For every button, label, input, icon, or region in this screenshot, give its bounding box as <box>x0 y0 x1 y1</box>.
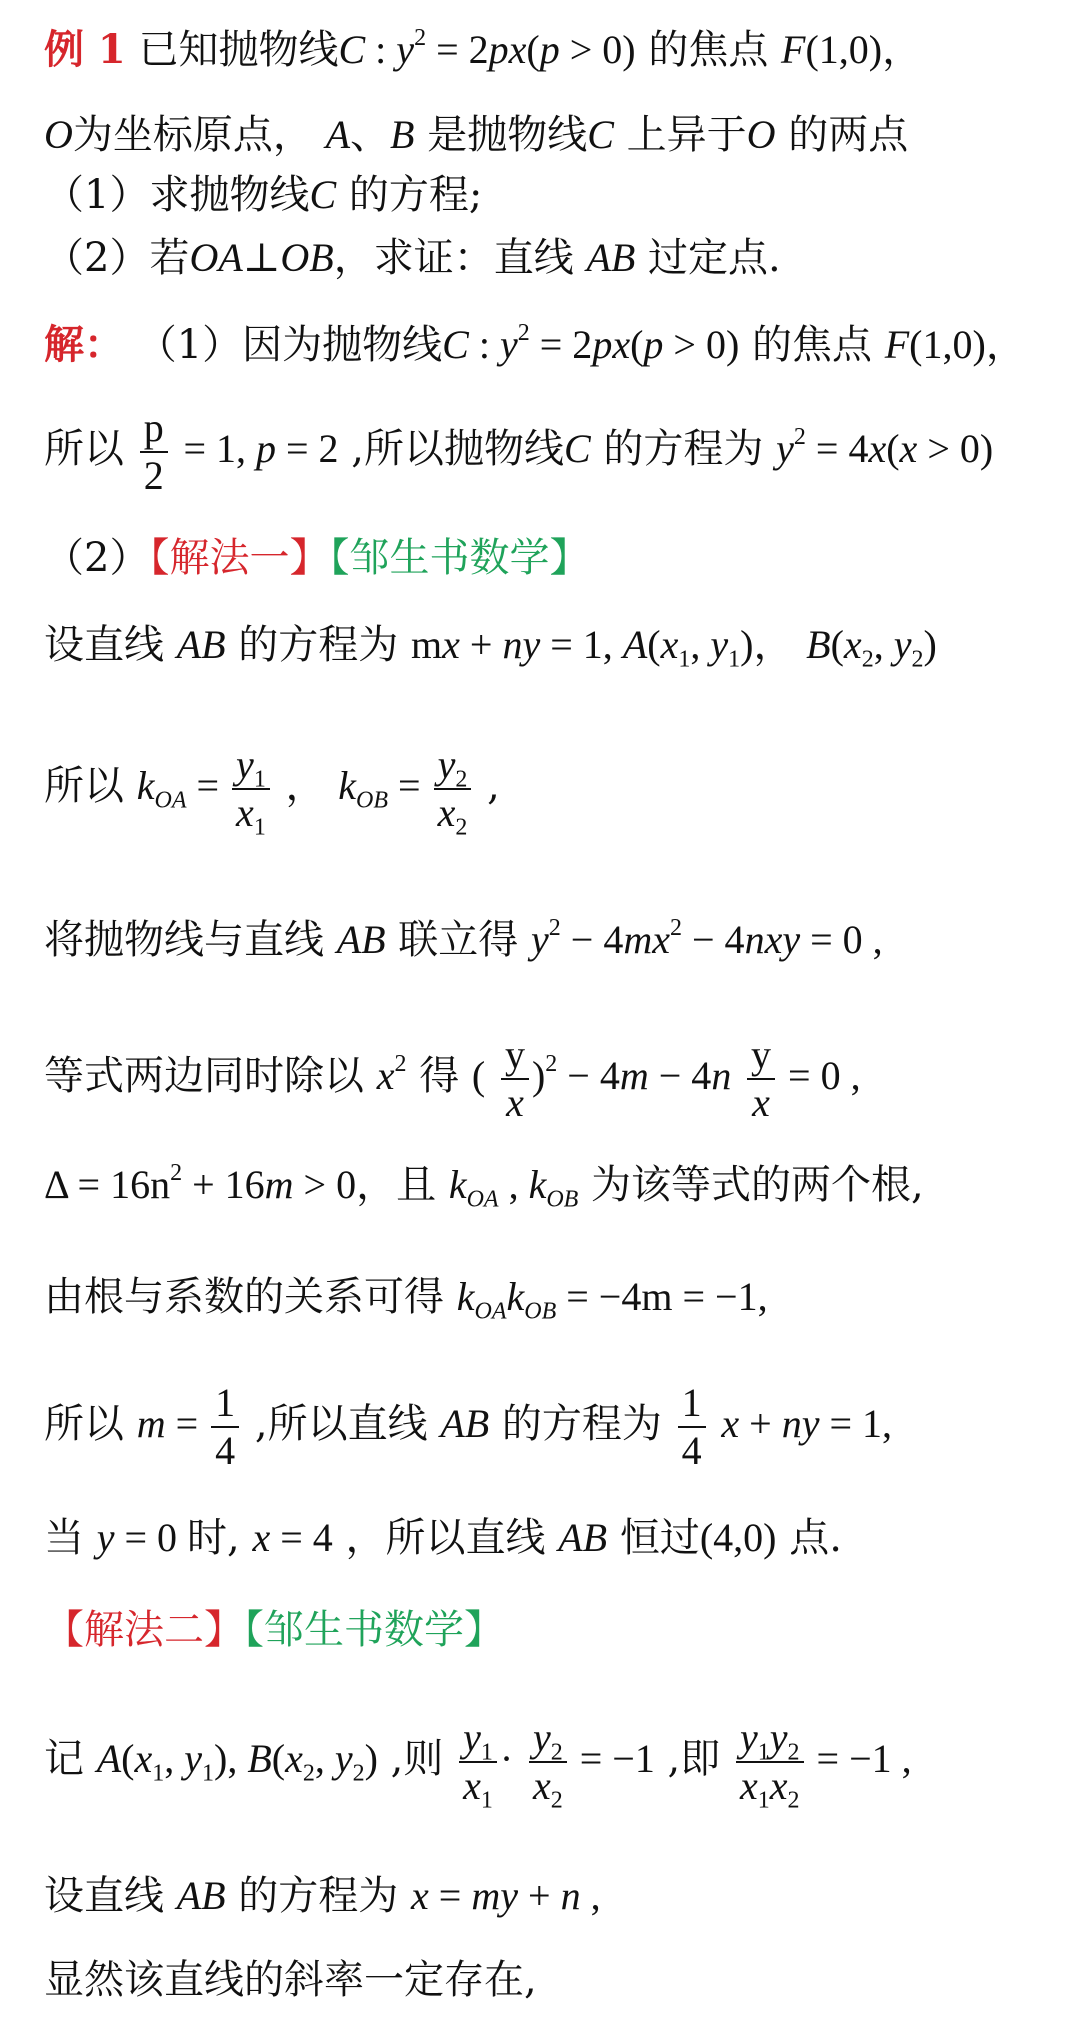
brand-tag: 【邹生书数学】 <box>329 535 590 581</box>
solution-label: 解： <box>44 321 124 368</box>
example-label: 例 1 <box>44 26 126 73</box>
method-2-header <box>44 1607 504 1653</box>
method-1-line-1: 设直线 AB 的方程为 mx + ny = 1, $A(x_1$, $y_1$)， $B(x_2$, $y_2$) <box>44 622 937 673</box>
problem-statement-line-1: 例 1 已知抛物线C : $y^2 = 2px(p > 0)$ 的焦点 F(1,0)， <box>44 25 923 73</box>
method-1-line-4: 等式两边同时除以 $x^2$ 得 ( $\frac{y}{x}$ )$^2$ − 4m − 4n $\frac{y}{x}$ = 0 , <box>44 1032 861 1125</box>
method-1-line-8: 当 y = 0 时, x = 4 ，所以直线 AB 恒过(4,0) 点. <box>44 1515 842 1561</box>
solution-line-2: 所以 $\frac{p}{2}$ = 1, p = 2 ,所以抛物线C 的方程为 $y^2 = 4x(x > 0)$ <box>44 405 994 498</box>
question-1: （1）求抛物线C 的方程; <box>44 172 483 218</box>
method-2-line-1: 记 $A(x_1$, $y_1$), $B(x_2$, $y_2$) ,则 $\frac{y_1}{x_1}$ · $\frac{y_2}{x_2}$ = −1 ,即 $\frac{y_1y_2}{x_1x_2}$ = −1 , <box>44 1715 912 1814</box>
method-1-tag: 【解法一】 <box>149 535 330 581</box>
method-1-line-2: 所以 $k_{OA}$ = $\frac{y_1}{x_1}$ ， $k_{OB}$ = $\frac{y_2}{x_2}$ , <box>44 742 500 841</box>
method-2-line-2: 设直线 AB 的方程为 x = my + n , <box>44 1873 601 1919</box>
method-2-line-3: 显然该直线的斜率一定存在, <box>44 1957 537 2003</box>
method-1-line-3: 将抛物线与直线 AB 联立得 $y^2 - 4mx^2 - 4nxy = 0$ , <box>44 915 883 963</box>
problem-statement-line-2: O为坐标原点， A、B 是抛物线C 上异于O 的两点 <box>44 112 909 158</box>
method-1-line-6: 由根与系数的关系可得 $k_{OA}k_{OB} = -4m = -1$, <box>44 1274 768 1325</box>
brand-tag-2: 【邹生书数学】 <box>244 1607 504 1653</box>
method-1-header: （2）【解法一】【邹生书数学】 <box>44 535 590 581</box>
method-1-line-5: $\Delta = 16n^2 + 16m > 0$，且 $k_{OA}$ , $k_{OB}$ 为该等式的两个根, <box>44 1160 924 1213</box>
solution-line-1: 解： （1）因为抛物线C : $y^2 = 2px(p > 0)$ 的焦点 F(1,0)， <box>44 320 1026 368</box>
question-2: （2）若OA⊥OB，求证：直线 AB 过定点. <box>44 235 781 281</box>
method-1-line-7: 所以 m = $\frac{1}{4}$ ,所以直线 AB 的方程为 $\frac{1}{4}$ x + ny = 1, <box>44 1380 893 1473</box>
method-2-tag: 【解法二】 <box>44 1607 244 1653</box>
fraction-p-over-2: $\frac{p}{2}$ <box>140 405 168 499</box>
